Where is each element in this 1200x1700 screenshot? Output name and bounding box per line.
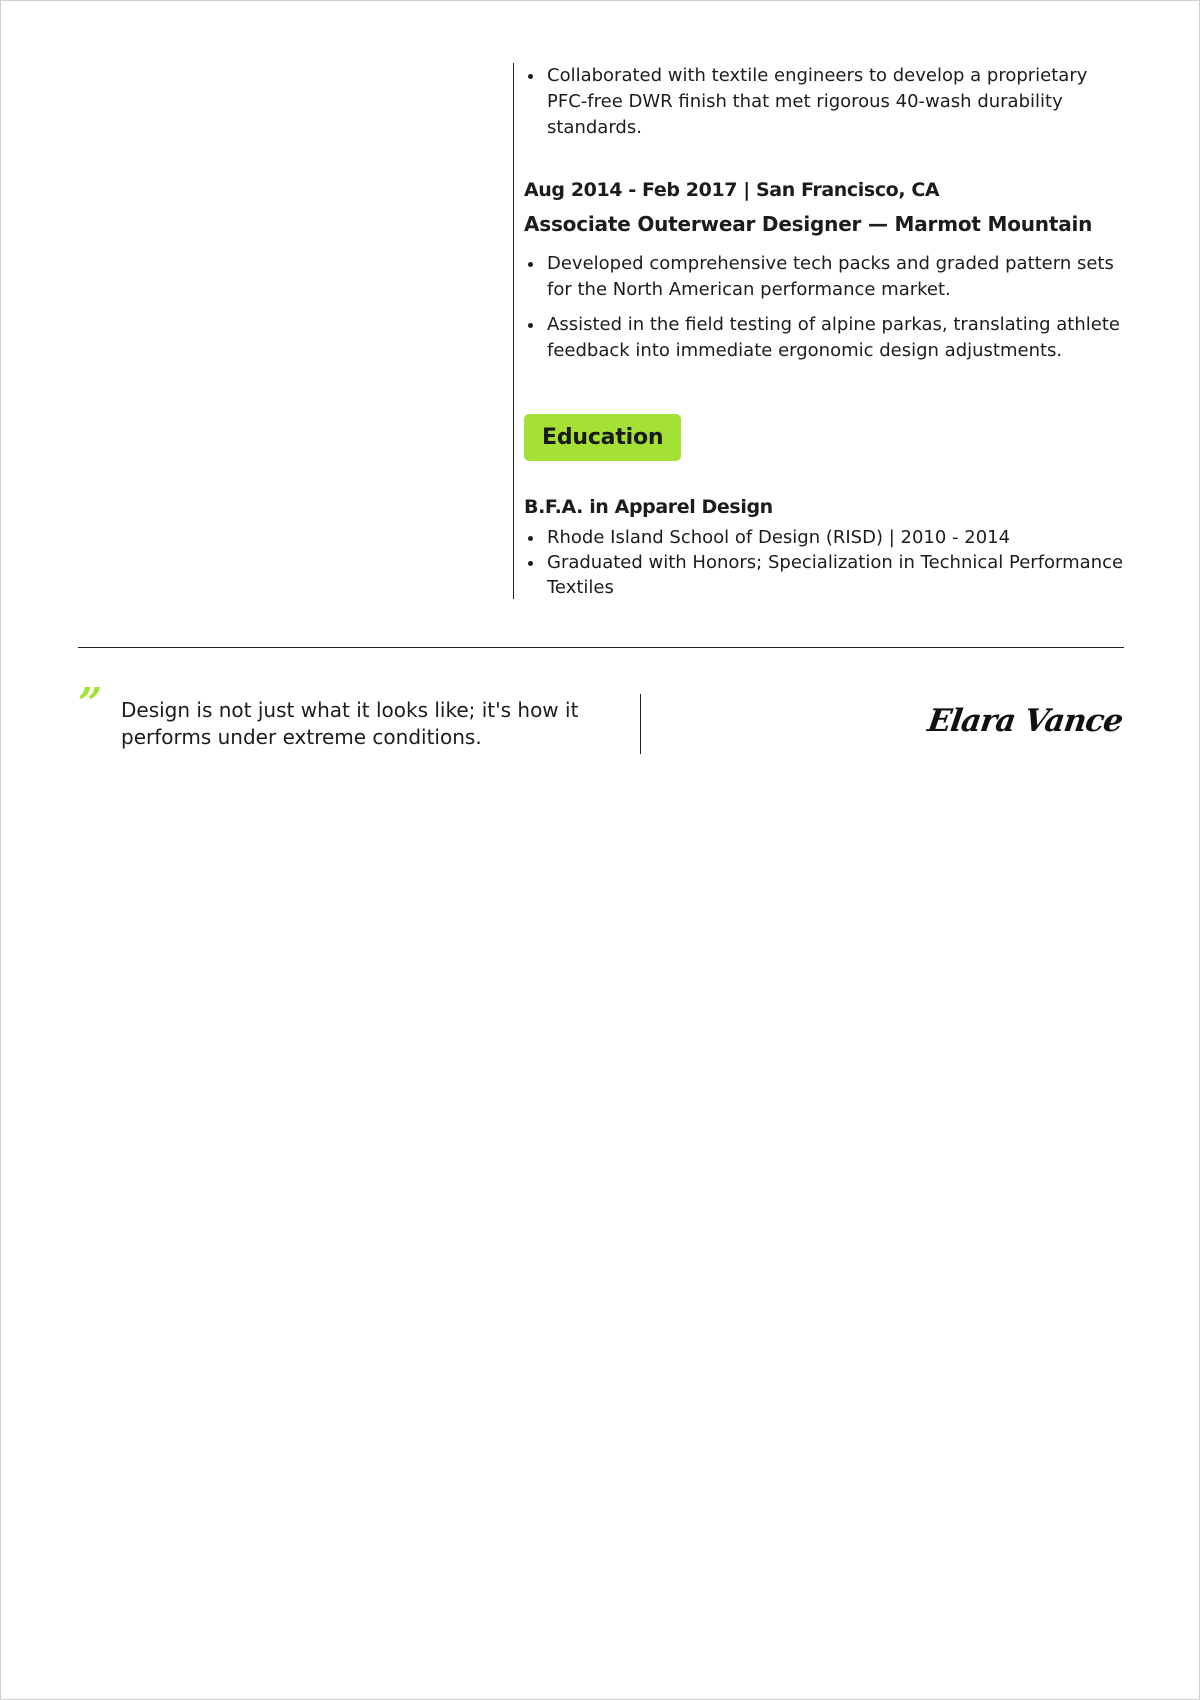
list-item: • Developed comprehensive tech packs and graded pattern sets for the North American performance market. xyxy=(545,251,1127,303)
list-item: • Collaborated with textile engineers to develop a proprietary PFC-free DWR finish that met rigorous 40-wash durability standards. xyxy=(545,63,1127,141)
footer-separator xyxy=(640,694,641,754)
job-bullets xyxy=(524,251,1127,364)
job-title: Associate Outerwear Designer — Marmot Mountain xyxy=(524,212,1093,236)
list-item: • Graduated with Honors; Specialization in Technical Performance Textiles xyxy=(545,550,1127,600)
footer-divider xyxy=(78,647,1124,648)
list-item: • Rhode Island School of Design (RISD) | 2010 - 2014 xyxy=(545,525,1127,550)
experience-bullets xyxy=(524,63,1127,141)
quote-block xyxy=(78,679,642,755)
list-item: • Assisted in the field testing of alpine parkas, translating athlete feedback into immediate ergonomic design adjustments. xyxy=(545,312,1127,364)
right-column xyxy=(513,63,1127,599)
quote-mark-icon: ” xyxy=(78,679,103,728)
education-bullets xyxy=(524,525,1127,600)
education-section xyxy=(524,364,1127,600)
education-heading: Education xyxy=(524,414,681,461)
degree-title: B.F.A. in Apparel Design xyxy=(524,496,773,518)
quote-text: Design is not just what it looks like; it's how it performs under extreme conditions. xyxy=(121,698,579,749)
signature: Elara Vance xyxy=(925,703,1125,739)
job-date-location: Aug 2014 - Feb 2017 | San Francisco, CA xyxy=(524,179,940,201)
